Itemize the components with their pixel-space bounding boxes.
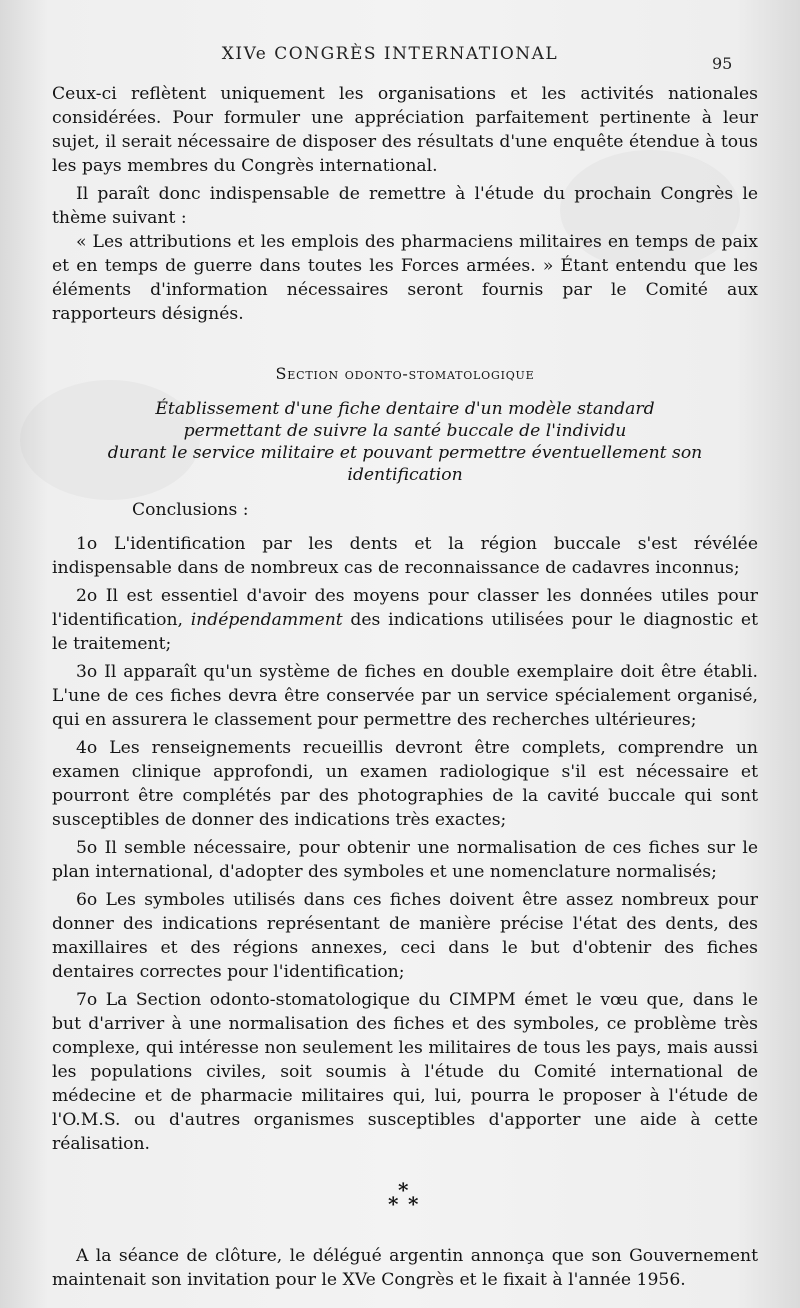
asterisk: * [398,1178,409,1202]
item-text: La Section odonto-stomatologique du CIMPM émet le vœu que, dans le but d'arriver à une normalisation des fiches et des symboles, ce problème très complexe, qui intéresse non seulement les militaires de tous les pays, mais aussi les populations civiles, soit soumis à l'étude du Comité international de médecine et de pharmacie militaires qui, lui, pourra le proposer à l'étude de l'O.M.S. ou d'autres organismes susceptibles d'apporter une aide à cette réalisation. [52,990,758,1154]
running-title: XIVe CONGRÈS INTERNATIONAL [221,44,559,64]
conclusion-item [52,584,758,656]
conclusion-item [52,888,758,984]
conclusion-item [52,988,758,1156]
asterisk: * [388,1192,399,1216]
item-number: 1o [76,534,98,554]
conclusion-item [52,736,758,832]
item-number: 5o [76,838,98,858]
subtitle-line: durant le service militaire et pouvant permettre éventuellement son identification [107,443,703,485]
item-emphasis: indépendamment [190,610,343,630]
item-number: 6o [76,890,98,910]
item-number: 4o [76,738,98,758]
subtitle-line: permettant de suivre la santé buccale de l'individu [183,421,627,441]
item-text: Il apparaît qu'un système de fiches en double exemplaire doit être établi. L'une de ces fiches devra être conservée par un service spécialement organisé, qui en assurera le classement pour permettre des recherches ultérieures; [52,662,759,730]
page-number: 95 [712,54,733,73]
section-title: Section odonto-stomatologique [275,364,535,383]
conclusion-item [52,836,758,884]
item-number: 3o [76,662,98,682]
intro-paragraph: Il paraît donc indispensable de remettre à l'étude du prochain Congrès le thème suivant : [52,184,758,228]
closing-paragraph: A la séance de clôture, le délégué argentin annonça que son Gouvernement maintenait son invitation pour le XVe Congrès et le fixait à l'année 1956. [52,1246,758,1290]
intro-paragraph: Ceux-ci reflètent uniquement les organisations et les activités nationales considérées. Pour formuler une appréciation parfaitement pertinente à leur sujet, il serait nécessaire de disposer des résultats d'une enquête étendue à tous les pays membres du Congrès international. [52,84,758,176]
item-number: 7o [76,990,98,1010]
section-subtitle [52,398,758,486]
item-text: Les renseignements recueillis devront être complets, comprendre un examen clinique approfondi, un examen radiologique s'il est nécessaire et pourront être complétés par des photographies de la cavité buccale qui sont susceptibles de donner des indications très exactes; [52,738,758,830]
item-text: des indications utilisées pour le diagnostic et le traitement; [52,610,758,654]
item-text: Il semble nécessaire, pour obtenir une normalisation de ces fiches sur le plan international, d'adopter des symboles et une nomenclature normalisés; [52,838,758,882]
asterism-separator [52,1178,758,1228]
quoted-theme-paragraph: « Les attributions et les emplois des pharmaciens militaires en temps de paix et en temps de guerre dans toutes les Forces armées. » Étant entendu que les éléments d'information nécessaires seront fournis par le Comité aux rapporteurs désignés. [52,232,758,324]
item-number: 2o [76,586,98,606]
subtitle-line: Établissement d'une fiche dentaire d'un modèle standard [155,399,655,419]
item-text: L'identification par les dents et la région buccale s'est révélée indispensable dans de nombreux cas de reconnaissance de cadavres inconnus; [52,534,758,578]
item-text: Il est essentiel d'avoir des moyens pour classer les données utiles pour l'identification, [52,586,759,630]
item-text: Les symboles utilisés dans ces fiches doivent être assez nombreux pour donner des indications représentant de manière précise l'état des dents, des maxillaires et des régions annexes, ceci dans le but d'obtenir des fiches dentaires correctes pour l'identification; [52,890,759,982]
running-head [0,44,800,74]
conclusion-item [52,660,758,732]
page-body [52,82,758,1292]
conclusion-item [52,532,758,580]
asterisk: * [408,1192,419,1216]
conclusions-label: Conclusions : [132,500,249,520]
